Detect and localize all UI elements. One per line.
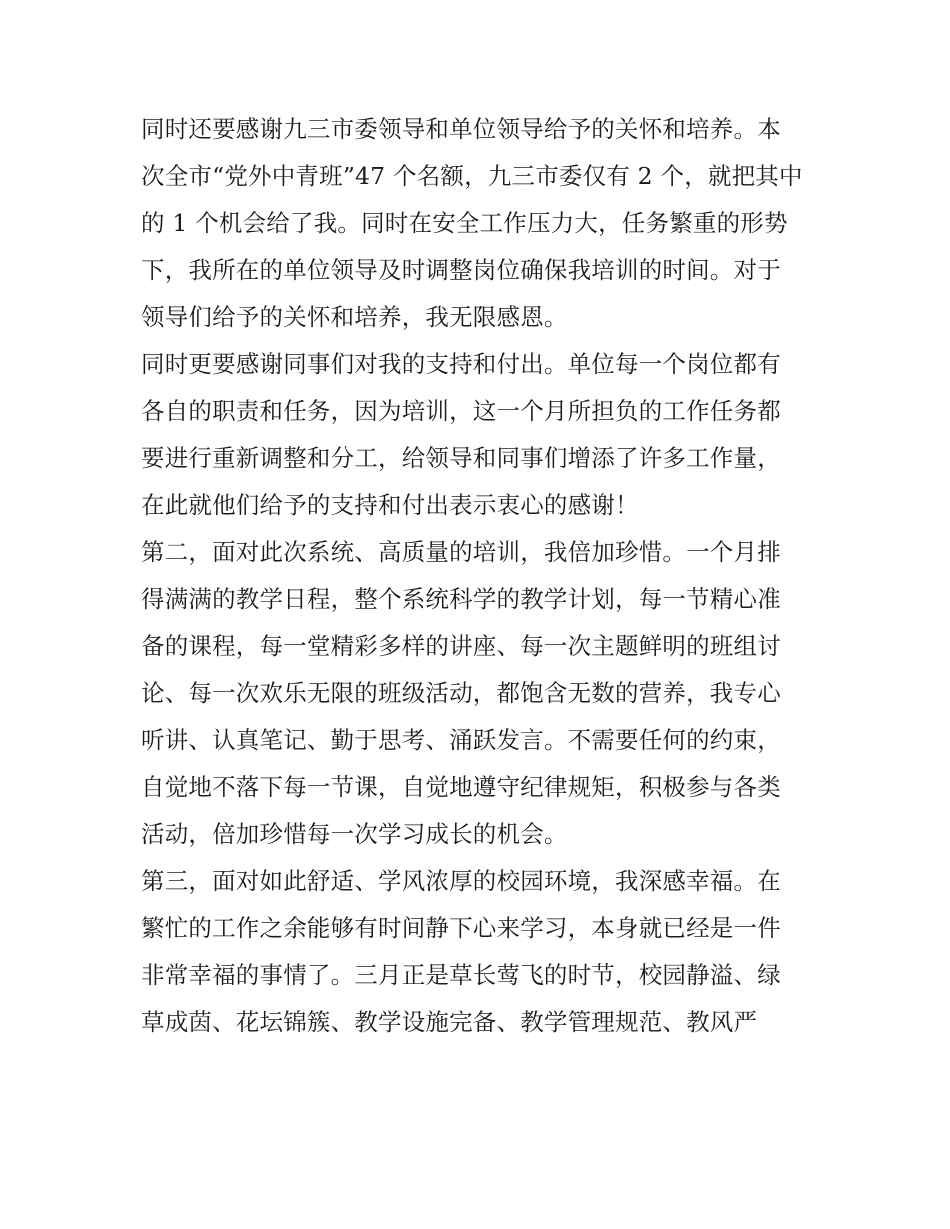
text-line: 繁忙的工作之余能够有时间静下心来学习，本身就已经是一件 xyxy=(141,914,781,942)
text-line: 同时更要感谢同事们对我的支持和付出。单位每一个岗位都有 xyxy=(141,350,781,378)
paragraph-third-point xyxy=(141,858,821,1046)
text-line: 同时还要感谢九三市委领导和单位领导给予的关怀和培养。本 xyxy=(141,115,781,143)
text-line: 各自的职责和任务，因为培训，这一个月所担负的工作任务都 xyxy=(141,397,781,425)
text-line: 第二，面对此次系统、高质量的培训，我倍加珍惜。一个月排 xyxy=(141,538,781,566)
text-line: 草成茵、花坛锦簇、教学设施完备、教学管理规范、教风严 xyxy=(141,1008,758,1036)
text-line: 领导们给予的关怀和培养，我无限感恩。 xyxy=(141,303,568,331)
text-line: 备的课程，每一堂精彩多样的讲座、每一次主题鲜明的班组讨 xyxy=(141,632,781,660)
paragraph-second-point xyxy=(141,529,821,858)
text-line: 在此就他们给予的支持和付出表示衷心的感谢！ xyxy=(141,491,639,519)
text-line: 得满满的教学日程，整个系统科学的教学计划，每一节精心准 xyxy=(141,585,781,613)
text-line: 要进行重新调整和分工，给领导和同事们增添了许多工作量， xyxy=(141,444,781,472)
text-line: 第三，面对如此舒适、学风浓厚的校园环境，我深感幸福。在 xyxy=(141,867,781,895)
document-body xyxy=(141,106,821,1046)
text-line: 的 1 个机会给了我。同时在安全工作压力大，任务繁重的形势 xyxy=(141,209,788,237)
text-line: 活动，倍加珍惜每一次学习成长的机会。 xyxy=(141,820,568,848)
text-line: 非常幸福的事情了。三月正是草长莺飞的时节，校园静溢、绿 xyxy=(141,961,781,989)
text-line: 下，我所在的单位领导及时调整岗位确保我培训的时间。对于 xyxy=(141,256,781,284)
text-line: 听讲、认真笔记、勤于思考、涌跃发言。不需要任何的约束， xyxy=(141,726,781,754)
text-line: 次全市“党外中青班”47 个名额，九三市委仅有 2 个，就把其中 xyxy=(141,162,803,190)
paragraph-thanks-leaders xyxy=(141,106,821,341)
text-line: 论、每一次欢乐无限的班级活动，都饱含无数的营养，我专心 xyxy=(141,679,781,707)
text-line: 自觉地不落下每一节课，自觉地遵守纪律规矩，积极参与各类 xyxy=(141,773,781,801)
paragraph-thanks-colleagues xyxy=(141,341,821,529)
